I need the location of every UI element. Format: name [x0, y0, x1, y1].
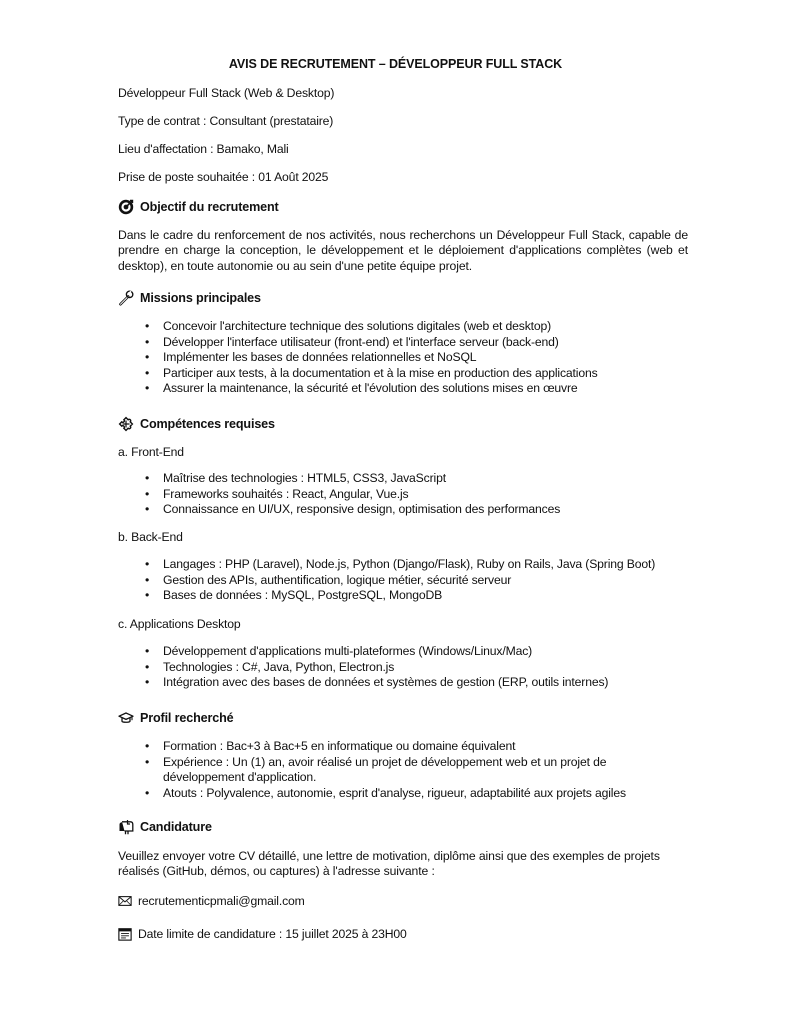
- contact-email-row: [118, 894, 305, 908]
- desktop-list: [145, 644, 608, 691]
- list-item-text: Développement d'applications multi-plateformes (Windows/Linux/Mac): [163, 644, 533, 658]
- list-item: [145, 487, 560, 503]
- list-item: [145, 644, 608, 660]
- list-item: [145, 675, 608, 691]
- puzzle-icon: [118, 416, 134, 432]
- list-item-text: Bases de données : MySQL, PostgreSQL, MongoDB: [163, 588, 443, 603]
- bullet: •: [145, 785, 150, 800]
- calendar-icon: [118, 927, 132, 941]
- list-item: [145, 739, 626, 755]
- graduation-cap-icon: [118, 710, 134, 726]
- list-item-text: Assurer la maintenance, la sécurité et l'évolution des solutions mises en œuvre: [163, 381, 578, 396]
- section-heading-competences: [118, 415, 275, 433]
- list-item-text: Participer aux tests, à la documentation et à la mise en production des applications: [163, 365, 598, 380]
- bullet: •: [145, 739, 150, 753]
- subsection-backend-label: b. Back-End: [118, 530, 183, 544]
- section-heading-profil: [118, 709, 234, 727]
- mailbox-icon: [118, 819, 134, 835]
- section-heading-missions-label: Missions principales: [140, 291, 261, 305]
- target-icon: [118, 199, 134, 215]
- candidature-paragraph: Veuillez envoyer votre CV détaillé, une lettre de motivation, diplôme ainsi que des exemples de projets réalisés (GitHub, démos, ou captures) à l'adresse suivante :: [118, 849, 660, 879]
- section-heading-objectif: [118, 198, 279, 216]
- deadline-text: Date limite de candidature : 15 juillet 2025 à 23H00: [138, 927, 407, 941]
- list-item-text: Atouts : Polyvalence, autonomie, esprit d'analyse, rigueur, adaptabilité aux projets agiles: [163, 785, 626, 800]
- bullet: •: [145, 754, 150, 769]
- contact-email[interactable]: recrutementicpmali@gmail.com: [138, 894, 305, 908]
- list-item: [145, 335, 598, 351]
- list-item: [145, 319, 598, 335]
- intro-line-job: Développeur Full Stack (Web & Desktop): [118, 86, 335, 100]
- list-item-text: Intégration avec des bases de données et systèmes de gestion (ERP, outils internes): [163, 675, 609, 690]
- list-item-text: Frameworks souhaités : React, Angular, Vue.js: [163, 486, 409, 501]
- list-item: [145, 381, 598, 397]
- section-heading-missions: [118, 289, 261, 307]
- bullet: •: [145, 644, 150, 658]
- frontend-list: [145, 471, 560, 518]
- intro-line-location: Lieu d'affectation : Bamako, Mali: [118, 142, 289, 156]
- list-item-text: Langages : PHP (Laravel), Node.js, Python (Django/Flask), Ruby on Rails, Java (Spring Boot): [163, 557, 656, 571]
- bullet: •: [145, 365, 150, 380]
- bullet: •: [145, 486, 150, 501]
- list-item: [145, 588, 655, 604]
- list-item: [145, 502, 560, 518]
- list-item: [145, 471, 560, 487]
- bullet: •: [145, 350, 150, 365]
- bullet: •: [145, 502, 150, 517]
- list-item-text: Développer l'interface utilisateur (front-end) et l'interface serveur (back-end): [163, 334, 559, 349]
- bullet: •: [145, 319, 150, 333]
- section-heading-profil-label: Profil recherché: [140, 711, 234, 725]
- section-heading-candidature-label: Candidature: [140, 820, 212, 834]
- objectif-paragraph: Dans le cadre du renforcement de nos activités, nous recherchons un Développeur Full Stack, capable de prendre en charge la conception, le développement et le déploiement d'applications complètes (web et desktop), en toute autonomie ou au sein d'une petite équipe projet.: [118, 228, 688, 273]
- section-heading-objectif-label: Objectif du recrutement: [140, 200, 279, 214]
- bullet: •: [145, 659, 150, 674]
- list-item: [145, 573, 655, 589]
- deadline-row: [118, 927, 407, 941]
- list-item: [145, 786, 626, 802]
- bullet: •: [145, 334, 150, 349]
- list-item-text: Expérience : Un (1) an, avoir réalisé un projet de développement web et un projet de développement d'application.: [163, 754, 607, 785]
- intro-line-contract: Type de contrat : Consultant (prestataire): [118, 114, 334, 128]
- list-item-text: Maîtrise des technologies : HTML5, CSS3, JavaScript: [163, 471, 446, 485]
- bullet: •: [145, 471, 150, 485]
- section-heading-competences-label: Compétences requises: [140, 417, 275, 431]
- list-item-text: Concevoir l'architecture technique des solutions digitales (web et desktop): [163, 319, 552, 333]
- list-item: [145, 755, 623, 786]
- list-item-text: Gestion des APIs, authentification, logique métier, sécurité serveur: [163, 572, 512, 587]
- wrench-icon: [118, 290, 134, 306]
- intro-line-start-date: Prise de poste souhaitée : 01 Août 2025: [118, 170, 329, 184]
- missions-list: [145, 319, 598, 397]
- list-item: [145, 660, 608, 676]
- list-item: [145, 557, 655, 573]
- section-heading-candidature: [118, 818, 212, 836]
- profil-list: [145, 739, 626, 801]
- bullet: •: [145, 572, 150, 587]
- bullet: •: [145, 381, 150, 396]
- envelope-icon: [118, 894, 132, 908]
- list-item: [145, 350, 598, 366]
- list-item-text: Technologies : C#, Java, Python, Electron.js: [163, 659, 395, 674]
- bullet: •: [145, 675, 150, 690]
- document-title: AVIS DE RECRUTEMENT – DÉVELOPPEUR FULL STACK: [228, 57, 563, 71]
- bullet: •: [145, 557, 150, 571]
- subsection-frontend-label: a. Front-End: [118, 445, 184, 459]
- list-item-text: Implémenter les bases de données relationnelles et NoSQL: [163, 350, 477, 365]
- list-item: [145, 366, 598, 382]
- bullet: •: [145, 588, 150, 603]
- list-item-text: Formation : Bac+3 à Bac+5 en informatique ou domaine équivalent: [163, 739, 516, 753]
- backend-list: [145, 557, 655, 604]
- list-item-text: Connaissance en UI/UX, responsive design, optimisation des performances: [163, 502, 561, 517]
- subsection-desktop-label: c. Applications Desktop: [118, 617, 241, 631]
